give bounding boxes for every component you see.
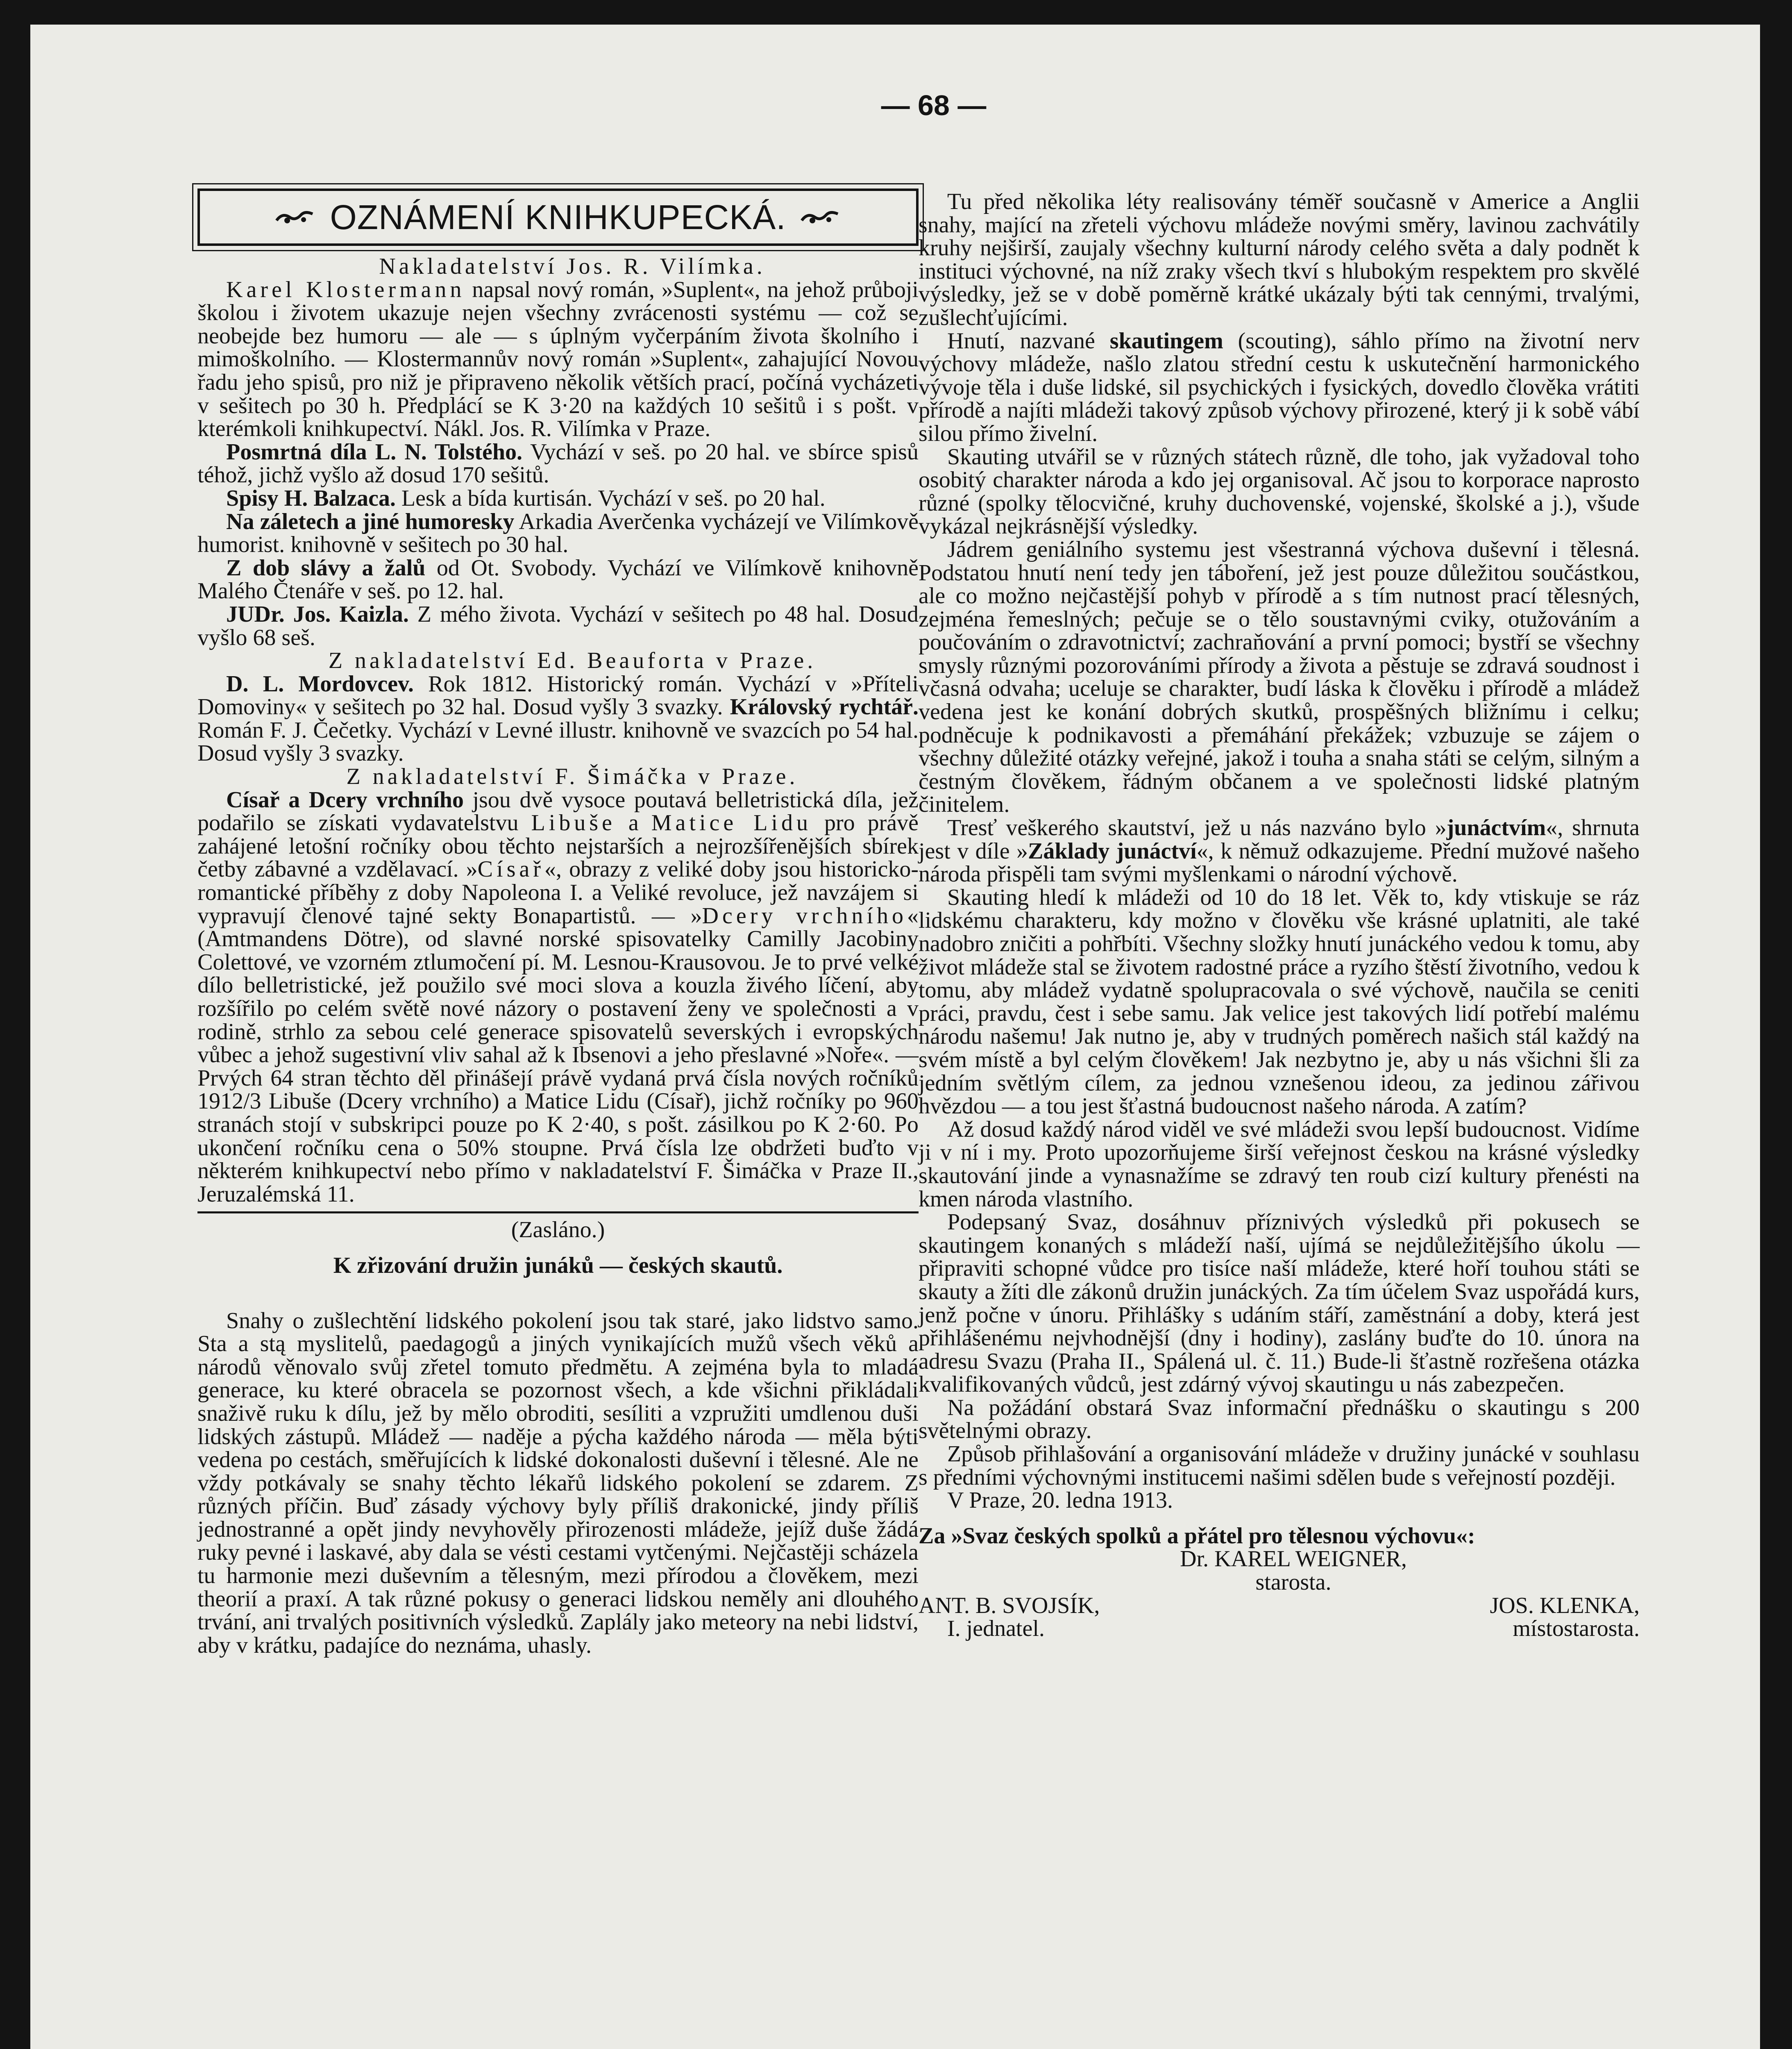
signature-organization: Za »Svaz českých spolků a přátel pro tělesnou výchovu«: xyxy=(919,1523,1475,1549)
notice-text: Rok 1812. Historický román. Vychází v »Příteli Domoviny« v sešitech po 32 hal. Dosud vyšly 3 svazky. xyxy=(197,671,919,720)
article-paragraph: Podepsaný Svaz, dosáhnuv příznivých výsledků při pokusech se skautingem konaných s mládeží naší, ujímá se nejdůležitějšího úkolu — připraviti schopné vůdce pro tisíce naší mládeže, které hoří touhou státi se skauty a žíti dle zákonů družin junáckých. Za tím účelem Svaz uspořádá kurs, jenž počne v únoru. Přihlášky s udáním stáří, zaměstnání a doby, která jest přihlášenému nejvhodnější (dny i hodiny), zaslány buďte do 10. února na adresu Svazu (Praha II., Spálená ul. č. 11.) Bude-li šťastně rozřešena otázka kvalifikovaných vůdců, jest zdárný vývoj skautingu u nás zabezpečen. xyxy=(919,1209,1640,1397)
paragraph-text: «, k němuž odkazujeme. Přední mužové našeho národa přispěli tam svými myšlenkami o národní výchově. xyxy=(919,838,1640,887)
article-paragraph: Tu před několika léty realisovány téměř současně v Americe a Anglii snahy, mající na zřeteli výchovu mládeže novými směry, lavinou zachvátily kruhy nejširší, zaujaly všechny kulturní národy celého světa a daly podnět k instituci výchovné, na níž zraky všech tkví s hlubokým respektem pro skvělé výsledky, jež se v době poměrně krátké ukázaly býti tak cennými, trvalými, zušlechťujícími. xyxy=(919,189,1640,330)
notice-text: jsou dvě vysoce poutavá belletristická díla, jež podařilo se získati vydavatelstvu xyxy=(197,787,919,836)
paragraph-text: (scouting), sáhlo přímo na životní nerv výchovy mládeže, našlo zlatou střední cestu k uskutečnění harmonického vývoje těla i duše lidské, sil psychických i fysických, dovedlo člověka vrátiti přírodě a najíti mládeži takový způsob výchovy přirozené, který ji k sobě vábí silou přímo živelní. xyxy=(919,328,1640,446)
book-title: Dcery vrchního xyxy=(702,903,907,929)
notice-klostermann xyxy=(197,278,919,441)
article-paragraph: Jádrem geniálního systemu jest všestranná výchova duševní i tělesná. Podstatou hnutí není tedy jen táboření, jež jest pouze důležitou součástkou, ale co možno nejčastější pohyb v přírodě a s tím nutnost prací tělesných, zejména řemeslných; pečuje se o tělo soustavnými cviky, otužováním a poučováním o zdravotnictví; zachraňování a první pomoci; bystří se všechny smysly různými pozorováními přírody a života a pěstuje se zdravá soudnost i včasná odvaha; uceluje se charakter, budí láska k člověku i přírodě a mládež vedena jest ke konání dobrých skutků, prospěšných bližnímu i celku; podněcuje k podnikavosti a přemáhání překážek; vzbuzuje se zájem o všechny důležité otázky veřejné, jakož i touha a snaha státi se celým, silným a čestným člověkem, řádným občanem a ve společnosti lidské platným činitelem. xyxy=(919,536,1640,818)
notice-tolstoj xyxy=(197,441,919,487)
notice-text: Lesk a bída kurtisán. Vychází v seš. po 20 hal. xyxy=(401,485,826,511)
emphasis: skautingem xyxy=(1109,328,1223,354)
notice-text: Román F. J. Čečetky. Vychází v Levné illustr. knihovně ve svazcích po 54 hal. Dosud vyšly 3 svazky. xyxy=(197,717,919,766)
zaslano-label: (Zasláno.) xyxy=(511,1217,605,1243)
article-title: K zřizování družin junáků — českých skautů. xyxy=(333,1252,783,1278)
page-number: — 68 — xyxy=(881,89,987,121)
notice-title: JUDr. Jos. Kaizla. xyxy=(226,601,409,627)
notice-title: D. L. Mordovcev. xyxy=(226,671,414,697)
right-column xyxy=(919,190,1640,1640)
notice-title: Z dob slávy a žalů xyxy=(226,555,426,581)
article-paragraph: Až dosud každý národ viděl ve své mládeži svou lepší budoucnost. Vidíme ji v ní i my. Proto upozorňujeme širší veřejnost českou na krásné výsledky skautování jinde a vynasnažíme se zdravý ten roub cizí kultury přenésti na kmen národa vlastního. xyxy=(919,1116,1640,1212)
notice-text: «, obrazy z veliké doby jsou historicko-romantické příběhy z doby Napoleona I. a Veliké revoluce, jež navzájem si vypravují členové tajné sekty Bonapartistů. — » xyxy=(197,856,919,929)
newspaper-page xyxy=(30,25,1760,2049)
signatory-role: místostarosta. xyxy=(1513,1616,1640,1642)
article-paragraph: Snahy o zušlechtění lidského pokolení jsou tak staré, jako lidstvo samo. Sta a stą myslitelů, paedagogů a jiných vynikajících mužů všech věků a národů věnovalo svůj zřetel tomuto předmětu. A zejména byla to mladá generace, ku které obracela se pozornost všech, a kde všichni přikládali snaživě ruku k dílu, jež by mělo obroditi, sesíliti a vzpružiti umdlenou duši lidských zástupů. Mládež — naděje a pýcha každého národa — měla býti vedena po cestách, směřujících k lidské dokonalosti duševní i tělesné. Ale ne vždy potkávaly se snahy těchto lékařů lidského pokolení se zdarem. Z různých příčin. Buď zásady výchovy byly příliš drakonické, jindy příliš jednostranné a opět jindy nevyhověly přirozenosti mládeže, jejíž duše žádá ruky pevné i laskavé, aby dala se vésti cestami vytčenými. Nejčastěji scházela tu harmonie mezi duševním a tělesným, mezi přírodou a člověkem, mezi theorií a praxí. A tak různé pokusy o generaci lidskou neměly ani dlouhého trvání, ani trvalých positivních výsledků. Zaplály jako meteory na nebi lidství, aby v krátku, padajíce do neznáma, uhasly. xyxy=(197,1308,919,1658)
notice-avercenko xyxy=(197,510,919,557)
emphasis: junáctvím xyxy=(1446,815,1546,841)
article-paragraph: Na požádání obstará Svaz informační přednášku o skautingu s 200 světelnými obrazy. xyxy=(919,1395,1640,1444)
ornament-left-icon xyxy=(275,209,316,225)
notice-text: « (Amtmandens Dötre), od slavné norské spisovatelky Camilly Jacobiny Colettové, ve vzorném ztlumočení pí. M. Lesnou-Krausovou. Je to prvé velké dílo belletristické, jež použilo své moci slova a kouzla živého líčení, aby rozšířilo po celém světě nové názory o postavení ženy ve společnosti a v rodině, strhlo za sebou celé generace spisovatelů severských i evropských vůbec a jehož sugestivní vliv sahal až k Ibsenovi a jeho přeslavné »Noře«. — Prvých 64 stran těchto děl přinášejí právě vydaná prvá čísla nových ročníků 1912/3 Libuše (Dcery vrchního) a Matice Lidu (Císař), jichž ročníky po 960 stranách stojí v subskripci pouze po K 2·40, s pošt. zásilkou po K 2·60. Po ukončení ročníku cena o 50% stoupne. Prvá čísla lze obdržeti buďto v některém knihkupectví nebo přímo v nakladatelství F. Šimáčka v Praze II., Jeruzalémská 11. xyxy=(197,903,919,1207)
article-paragraph xyxy=(919,816,1640,886)
article-paragraph: Skauting hledí k mládeži od 10 do 18 let. Věk to, kdy vtiskuje se ráz lidskému charakteru, kdy možno v člověku vše krásné uplatniti, ale také nadobro zničiti a pohřbíti. Všechny složky hnutí junáckého vedou k tomu, aby život mládeže stal se životem radostné práce a ryzího štěstí životního, vedou k tomu, aby mládež vydatně spolupracovala o své výchově, naučila se ceniti práci, pravdu, čest i sebe samu. Jak velice jest takových lidí potřebí malému národu našemu! Jak nutno je, aby v trudných poměrech našich stál každý na svém místě a byl celým člověkem! Jak nezbytno je, aby u nás všichni šli za jedním světlým cílem, za jednou vznešenou ideou, za jedinou zářivou hvězdou — a tou jest šťastná budoucnost našeho národa. A zatím? xyxy=(919,884,1640,1119)
signatory-role: I. jednatel. xyxy=(947,1616,1045,1642)
divider xyxy=(197,1211,919,1213)
signatory-row xyxy=(919,1617,1640,1640)
paragraph-text: «, shrnuta jest v díle » xyxy=(919,815,1640,864)
notice-title: Spisy H. Balzaca. xyxy=(226,485,396,511)
signatory-row xyxy=(919,1594,1640,1617)
notice-balzac xyxy=(197,487,919,510)
banner-title: OZNÁMENÍ KNIHKUPECKÁ. xyxy=(330,198,786,236)
notice-text: Vychází v seš. po 20 hal. ve sbírce spisů téhož, jichž vyšlo až dosud 170 sešitů. xyxy=(197,439,919,488)
notice-title: Královský rychtář. xyxy=(730,694,919,720)
paragraph-text: Hnutí, nazvané xyxy=(947,328,1095,354)
notice-text: Z mého života. Vychází v sešitech po 48 hal. Dosud vyšlo 68 seš. xyxy=(197,601,919,650)
notice-simacek xyxy=(197,788,919,1206)
notice-text: napsal nový román, »Suplent«, na jehož průboji školou i životem ukazuje nejen všechny zvrácenosti systému — což se neobejde bez humoru — ale — s úplným vyčerpáním života školního i mimoškolního. — Klostermannův nový román »Suplent«, zahajující Novou řadu jeho spisů, pro niž je připraveno několik větších prací, počíná vycházeti v sešitech po 30 h. Předplácí se K 3·20 na každých 10 sešitů i s pošt. v kterémkoli knihkupectví. Nákl. Jos. R. Vilímka v Praze. xyxy=(197,277,919,442)
publisher-heading-beaufort: Z nakladatelství Ed. Beauforta v Praze. xyxy=(328,648,817,674)
journal-name: Libuše xyxy=(531,810,616,836)
publisher-heading-vilimek: Nakladatelství Jos. R. Vilímka. xyxy=(379,254,766,279)
book-title: Císař xyxy=(477,856,544,882)
ornament-right-icon xyxy=(800,209,841,225)
notice-text: od Ot. Svobody. Vychází ve Vilímkově knihovně Malého Čtenáře v seš. po 12. hal. xyxy=(197,555,919,604)
section-banner xyxy=(197,189,919,246)
notice-mordovcev xyxy=(197,672,919,765)
paragraph-text: Tresť veškerého skautství, jež u nás nazváno bylo » xyxy=(947,815,1447,841)
article-paragraph xyxy=(919,329,1640,445)
article-paragraph: Způsob přihlašování a organisování mládeže v družiny junácké v souhlasu s předními výchovnými institucemi našimi sdělen bude s veřejností později. xyxy=(919,1441,1640,1490)
notice-title: Na záletech a jiné humoresky xyxy=(226,509,515,534)
signatory-name: Dr. KAREL WEIGNER, xyxy=(1180,1546,1407,1572)
notice-title: Posmrtná díla L. N. Tolstého. xyxy=(226,439,523,465)
dateline: V Praze, 20. ledna 1913. xyxy=(947,1488,1173,1513)
journal-name: Matice Lidu xyxy=(651,810,812,836)
left-column xyxy=(197,189,919,1657)
notice-text: Arkadia Averčenka vycházejí ve Vilímkově humorist. knihovně v sešitech po 30 hal. xyxy=(197,509,919,558)
signatory-role: starosta. xyxy=(1255,1570,1332,1595)
notice-svoboda xyxy=(197,557,919,603)
publisher-heading-simacek: Z nakladatelství F. Šimáčka v Praze. xyxy=(346,764,798,790)
notice-title: Císař a Dcery vrchního xyxy=(226,787,464,813)
author-name: Karel Klostermann xyxy=(226,277,465,302)
signatory-name: ANT. B. SVOJSÍK, xyxy=(919,1592,1100,1618)
emphasis: Základy junáctví xyxy=(1028,838,1197,864)
article-paragraph: Skauting utvářil se v různých státech různě, dle toho, jak vyžadoval toho osobitý charakter národa a kdo jej organisoval. Ač jsou to korporace naprosto různé (spolky tělocvičné, kruhy duchovenské, vojenské, školské a j.), všude vykázal nejkrásnější výsledky. xyxy=(919,444,1640,539)
signatory-name: JOS. KLENKA, xyxy=(1490,1592,1640,1618)
notice-text: a xyxy=(628,810,639,836)
notice-kaizl xyxy=(197,603,919,649)
notice-text: pro právě zahájené letošní ročníky obou těchto nejstarších a nejrozšířenějších sbírek četby zábavné a vzdělavací. » xyxy=(197,810,919,882)
